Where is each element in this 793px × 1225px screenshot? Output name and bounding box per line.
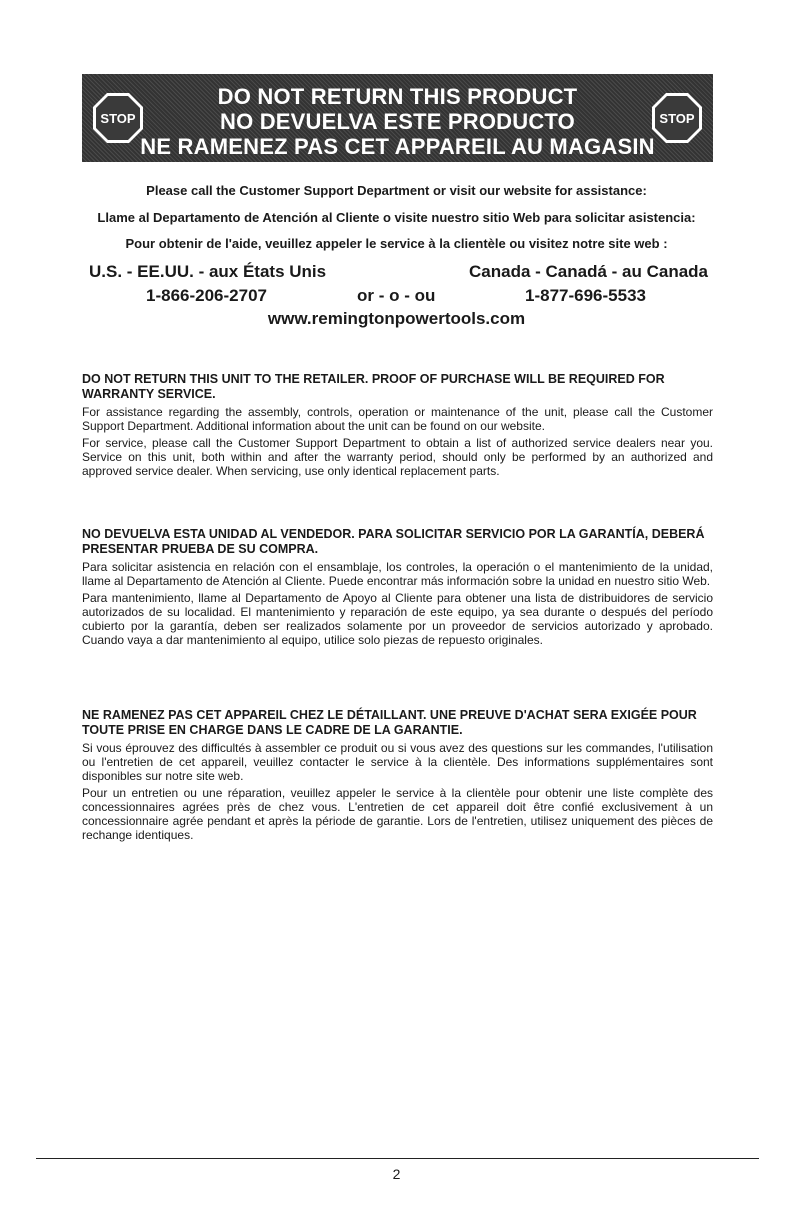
- intro-english: Please call the Customer Support Department or visit our website for assistance:: [146, 183, 647, 198]
- warning-banner: [82, 74, 713, 162]
- section-heading: DO NOT RETURN THIS UNIT TO THE RETAILER. PROOF OF PURCHASE WILL BE REQUIRED FOR WARRANTY SERVICE.: [82, 372, 665, 401]
- section-paragraph: For assistance regarding the assembly, controls, operation or maintenance of the unit, please call the Customer Support Department. Additional information about the unit can be found on our website.: [82, 405, 713, 433]
- website-url: www.remingtonpowertools.com: [267, 309, 526, 328]
- footer-divider: [36, 1158, 759, 1159]
- intro-french: Pour obtenir de l'aide, veuillez appeler le service à la clientèle ou visitez notre site web :: [125, 236, 668, 251]
- section-heading: NO DEVUELVA ESTA UNIDAD AL VENDEDOR. PARA SOLICITAR SERVICIO POR LA GARANTÍA, DEBERÁ PRESENTAR PRUEBA DE SU COMPRA.: [82, 527, 705, 556]
- section-spanish: [82, 527, 713, 647]
- us-label: U.S. - EE.UU. - aux États Unis: [89, 262, 327, 281]
- section-heading: NE RAMENEZ PAS CET APPAREIL CHEZ LE DÉTAILLANT. UNE PREUVE D'ACHAT SERA EXIGÉE POUR TOUTE PRISE EN CHARGE DANS LE CADRE DE LA GARANTIE.: [82, 708, 697, 737]
- section-paragraph: For service, please call the Customer Support Department to obtain a list of authorized service dealers near you. Service on this unit, both within and after the warranty period, should only be performed by an authorized and approved service dealer. When servicing, use only identical replacement parts.: [82, 436, 713, 478]
- section-paragraph: Si vous éprouvez des difficultés à assembler ce produit ou si vous avez des questions sur les commandes, l'utilisation ou l'entretien de cet appareil, veuillez contacter le service à la clientèle. Des informations supplémentaires sont disponibles sur notre site web.: [82, 741, 713, 783]
- section-paragraph: Para solicitar asistencia en relación con el ensamblaje, los controles, la operación o el mantenimiento de la unidad, llame al Departamento de Atención al Cliente. Puede encontrar más información sobre la unidad en nuestro sitio Web.: [82, 560, 713, 588]
- section-paragraph: Para mantenimiento, llame al Departamento de Apoyo al Cliente para obtener una lista de distribuidores de servicio autorizados de su localidad. El mantenimiento y reparación de este equipo, ya sea durante o después del período cubierto por la garantía, deben ser realizados solamente por un proveedor de servicios autorizado y aprobado. Cuando vaya a dar mantenimiento al equipo, utilice solo piezas de repuesto originales.: [82, 591, 713, 647]
- us-phone-number: 1-866-206-2707: [146, 286, 267, 305]
- or-separator: or - o - ou: [357, 286, 436, 305]
- stop-sign-icon: [650, 91, 704, 145]
- banner-line-spanish: NO DEVUELVA ESTE PRODUCTO: [219, 109, 575, 134]
- intro-spanish: Llame al Departamento de Atención al Cliente o visite nuestro sitio Web para solicitar asistencia:: [97, 210, 696, 225]
- canada-label: Canada - Canadá - au Canada: [469, 262, 709, 281]
- section-english: [82, 372, 713, 478]
- canada-phone-number: 1-877-696-5533: [525, 286, 646, 305]
- page-number: 2: [392, 1166, 401, 1182]
- stop-sign-text: STOP: [100, 111, 136, 126]
- section-paragraph: Pour un entretien ou une réparation, veuillez appeler le service à la clientèle pour obtenir une liste complète des concessionnaires agrées près de chez vous. L'entretien de cet appareil doit être confié exclusivement à un concessionnaire agrée pendant et après la période de garantie. Lors de l'entretien, utilisez uniquement des pièces de rechange identiques.: [82, 786, 713, 842]
- stop-sign-text: STOP: [659, 111, 695, 126]
- section-french: [82, 708, 713, 842]
- banner-line-english: DO NOT RETURN THIS PRODUCT: [217, 84, 578, 109]
- banner-line-french: NE RAMENEZ PAS CET APPAREIL AU MAGASIN: [140, 134, 655, 159]
